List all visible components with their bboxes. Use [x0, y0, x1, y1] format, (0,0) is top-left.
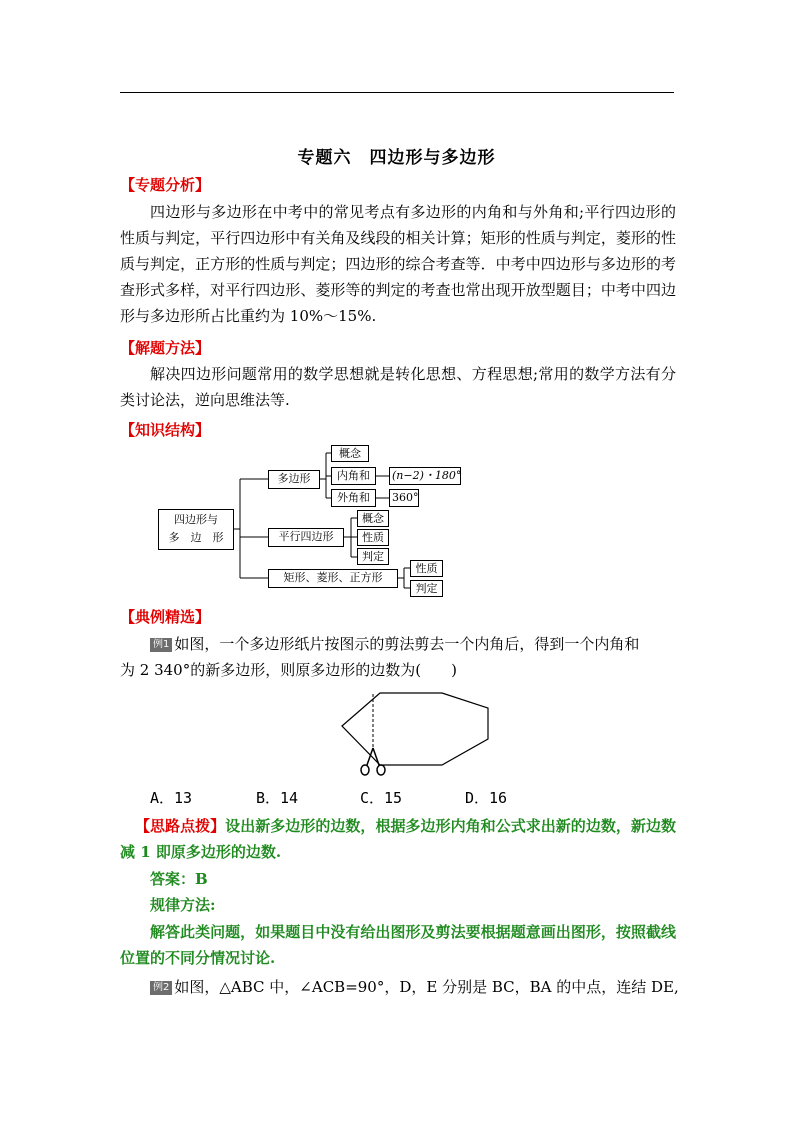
- tree-branch-polygon: 多边形: [268, 470, 320, 489]
- tree-node-pg-property: 性质: [357, 529, 389, 546]
- page-title: 专题六 四边形与多边形: [297, 148, 496, 168]
- hint-text: 设出新多边形的边数，根据多边形内角和公式求出新的边数，新边数减 1 即原多边形的边数.: [120, 817, 676, 861]
- example2-badge: 例2: [150, 981, 172, 995]
- examples-heading: 【典例精选】: [120, 608, 211, 626]
- analysis-text: 四边形与多边形在中考中的常见考点有多边形的内角和与外角和;平行四边形的性质与判定，平行四边形中有关角及线段的相关计算；矩形的性质与判定，菱形的性质与判定，正方形的性质与判定；四边形的综合考查等．中考中四边形与多边形的考查形式多样，对平行四边形、菱形等的判定的考查也常出现开放型题目；中考中四边形与多边形所占比重约为 10%～15%.: [120, 203, 676, 325]
- example1-hint: [120, 813, 676, 865]
- option-d: D．16: [465, 789, 508, 807]
- option-b: B．14: [256, 789, 299, 807]
- example1-answer: 答案：B: [150, 870, 208, 888]
- tree-root: 四边形与 多 边 形: [158, 509, 234, 550]
- rule-method-text: 解答此类问题，如果题目中没有给出图形及剪法要根据题意画出图形，按照截线位置的不同分情况讨论.: [120, 923, 676, 967]
- scissors-icon: [361, 748, 385, 775]
- method-heading: 【解题方法】: [120, 339, 211, 357]
- example2-text: 如图，△ABC 中，∠ACB=90°，D，E 分别是 BC，BA 的中点，连结 DE,: [174, 978, 679, 996]
- tree-node-concept: 概念: [331, 445, 369, 462]
- tree-node-sq-criteria: 判定: [410, 580, 443, 597]
- tree-branch-special-quads: 矩形、菱形、正方形: [268, 569, 398, 588]
- rule-method-label: 规律方法:: [150, 896, 216, 914]
- example1-badge: 例1: [150, 638, 172, 652]
- tree-formula-exterior: 360°: [389, 489, 419, 507]
- tree-node-sq-property: 性质: [410, 560, 443, 577]
- tree-formula-interior: (n−2)・180°: [389, 467, 461, 485]
- example1-line1: [150, 633, 639, 654]
- option-a: A．13: [150, 789, 193, 807]
- tree-node-pg-criteria: 判定: [357, 548, 389, 565]
- analysis-heading: 【专题分析】: [120, 176, 211, 194]
- tree-node-interior-sum: 内角和: [331, 467, 376, 485]
- structure-heading: 【知识结构】: [120, 421, 211, 439]
- method-text: 解决四边形问题常用的数学思想就是转化思想、方程思想;常用的数学方法有分类讨论法，逆向思维法等.: [120, 365, 676, 409]
- example2-line: [150, 976, 679, 997]
- example1-text-line1: 如图，一个多边形纸片按图示的剪法剪去一个内角后，得到一个内角和: [174, 635, 640, 653]
- cut-polygon-figure: [340, 686, 495, 778]
- example1-text-line2: 为 2 340°的新多边形，则原多边形的边数为( ): [120, 661, 457, 679]
- tree-branch-parallelogram: 平行四边形: [268, 528, 344, 547]
- option-c: C．15: [360, 789, 403, 807]
- hint-heading: 【思路点拨】: [135, 817, 226, 835]
- tree-node-pg-concept: 概念: [357, 510, 389, 527]
- tree-node-exterior-sum: 外角和: [331, 489, 376, 507]
